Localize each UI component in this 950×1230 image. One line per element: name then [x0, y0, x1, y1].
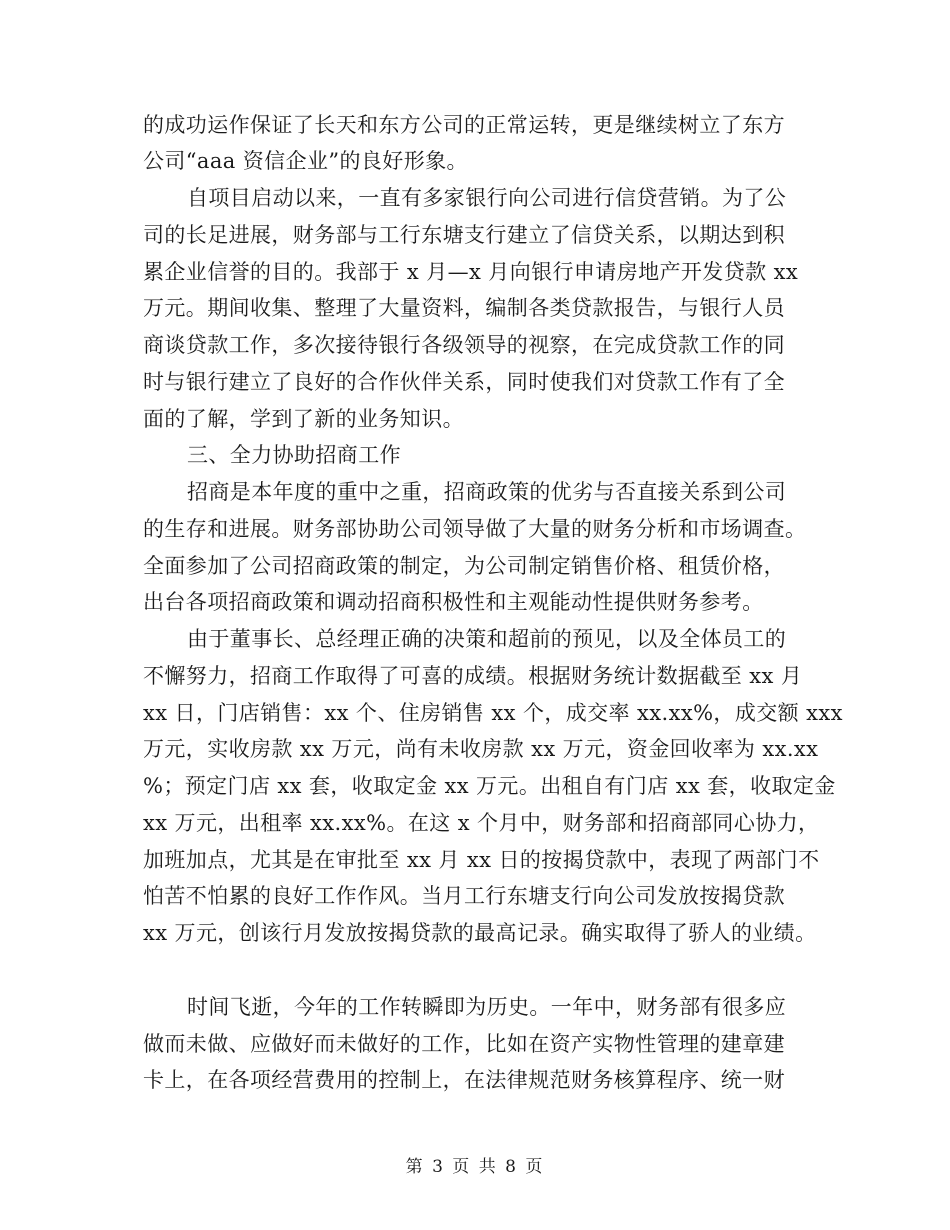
text-line: 怕苦不怕累的良好工作作风。当月工行东塘支行向公司发放按揭贷款 — [143, 884, 785, 908]
text-line: 全面参加了公司招商政策的制定，为公司制定销售价格、租赁价格， — [143, 554, 785, 578]
page-number-footer: 第 3 页 共 8 页 — [405, 1157, 545, 1177]
text-line: 万元。期间收集、整理了大量资料，编制各类贷款报告，与银行人员 — [143, 296, 785, 320]
text-line: 面的了解，学到了新的业务知识。 — [143, 407, 464, 431]
text-line: 的生存和进展。财务部协助公司领导做了大量的财务分析和市场调查。 — [143, 517, 807, 541]
text-line: 万元，实收房款 xx 万元，尚有未收房款 xx 万元，资金回收率为 xx.xx — [143, 737, 819, 761]
text-line: 的成功运作保证了长天和东方公司的正常运转，更是继续树立了东方 — [143, 113, 785, 137]
paragraph-start: 由于董事长、总经理正确的决策和超前的预见，以及全体员工的 — [187, 627, 787, 651]
text-line: xx 万元，创该行月发放按揭贷款的最高记录。确实取得了骄人的业绩。 — [143, 921, 817, 945]
text-line: %；预定门店 xx 套，收取定金 xx 万元。出租自有门店 xx 套，收取定金 — [143, 774, 836, 798]
text-line: 司的长足进展，财务部与工行东塘支行建立了信贷关系，以期达到积 — [143, 223, 785, 247]
text-line: xx 万元，出租率 xx.xx%。在这 x 个月中，财务部和招商部同心协力， — [143, 811, 820, 835]
text-line: 公司“aaa 资信企业”的良好形象。 — [143, 149, 468, 173]
text-line: 卡上，在各项经营费用的控制上，在法律规范财务核算程序、统一财 — [143, 1068, 785, 1092]
paragraph-start: 招商是本年度的重中之重，招商政策的优劣与否直接关系到公司 — [187, 480, 787, 504]
text-line: 累企业信誉的目的。我部于 x 月—x 月向银行申请房地产开发贷款 xx — [143, 260, 799, 284]
text-line: 加班加点，尤其是在审批至 xx 月 xx 日的按揭贷款中，表现了两部门不 — [143, 848, 820, 872]
text-line: 不懈努力，招商工作取得了可喜的成绩。根据财务统计数据截至 xx 月 — [143, 664, 803, 688]
section-heading: 三、全力协助招商工作 — [187, 443, 401, 467]
text-line: 做而未做、应做好而未做好的工作，比如在资产实物性管理的建章建 — [143, 1032, 785, 1056]
text-line: 时与银行建立了良好的合作伙伴关系，同时使我们对贷款工作有了全 — [143, 370, 785, 394]
text-line: 商谈贷款工作，多次接待银行各级领导的视察，在完成贷款工作的同 — [143, 333, 785, 357]
text-line: xx 日，门店销售：xx 个、住房销售 xx 个，成交率 xx.xx%，成交额 xxx — [143, 701, 843, 725]
paragraph-start: 自项目启动以来，一直有多家银行向公司进行信贷营销。为了公 — [187, 186, 787, 210]
text-line: 出台各项招商政策和调动招商积极性和主观能动性提供财务参考。 — [143, 590, 764, 614]
paragraph-start: 时间飞逝，今年的工作转瞬即为历史。一年中，财务部有很多应 — [187, 995, 787, 1019]
